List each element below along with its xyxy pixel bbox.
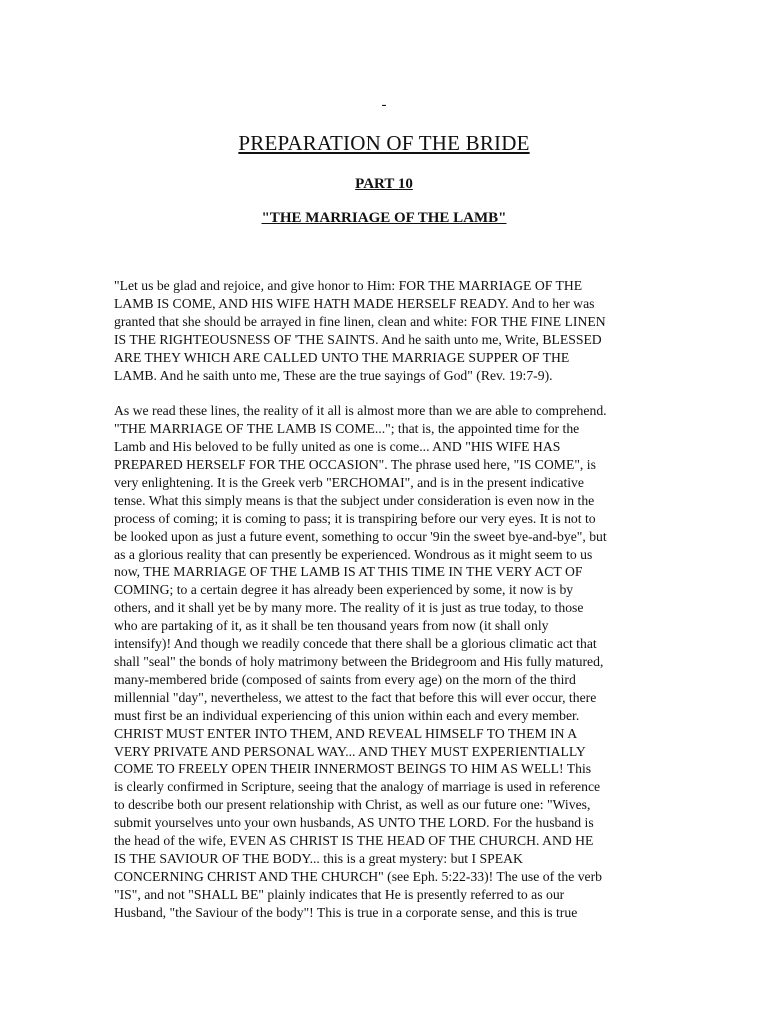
paragraph-scripture-quote: "Let us be glad and rejoice, and give honor to Him: FOR THE MARRIAGE OF THE LAMB IS COME, AND HIS WIFE HATH MADE HERSELF READY. And to her was granted that she should be arrayed in fine linen, clean and white: FOR THE FINE LINEN IS THE RIGHTEOUSNESS OF 'THE SAINTS. And he saith unto me, Write, BLESSED ARE THEY WHICH ARE CALLED UNTO THE MARRIAGE SUPPER OF THE LAMB. And he saith unto me, These are the true sayings of God" (Rev. 19:7-9). <box>114 278 606 383</box>
top-mark: - <box>381 97 387 113</box>
section-subtitle: "THE MARRIAGE OF THE LAMB" <box>261 210 507 226</box>
part-heading: PART 10 <box>355 176 413 192</box>
body-text <box>114 277 674 940</box>
paragraph-commentary: As we read these lines, the reality of it all is almost more than we are able to comprehend. "THE MARRIAGE OF THE LAMB IS COME..."; that is, the appointed time for the Lamb and His beloved to be fully united as one is come... AND "HIS WIFE HAS PREPARED HERSELF FOR THE OCCASION". The phrase used here, "IS COME", is very enlightening. It is the Greek verb "ERCHOMAI", and is in the present indicative tense. What this simply means is that the subject under consideration is even now in the process of coming; it is coming to pass; it is transpiring before our very eyes. It is not to be looked upon as just a future event, something to occur '9in the sweet bye-and-bye", but as a glorious reality that can presently be experienced. Wondrous as it might seem to us now, THE MARRIAGE OF THE LAMB IS AT THIS TIME IN THE VERY ACT OF COMING; to a certain degree it has already been experienced by some, it now is by others, and it shall yet be by many more. The reality of it is just as true today, to those who are partaking of it, as it shall be ten thousand years from now (it shall only intensify)! And though we readily concede that there shall be a glorious climatic act that shall "seal" the bonds of holy matrimony between the Bridegroom and His fully matured, many-membered bride (composed of saints from every age) on the morn of the third millennial "day", nevertheless, we attest to the fact that before this will ever occur, there must first be an individual experiencing of this union within each and every member. CHRIST MUST ENTER INTO THEM, AND REVEAL HIMSELF TO THEM IN A VERY PRIVATE AND PERSONAL WAY... AND THEY MUST EXPERIENTIALLY COME TO FREELY OPEN THEIR INNERMOST BEINGS TO HIM AS WELL! This is clearly confirmed in Scripture, seeing that the analogy of marriage is used in reference to describe both our present relationship with Christ, as well as our future one: "Wives, submit yourselves unto your own husbands, AS UNTO THE LORD. For the husband is the head of the wife, EVEN AS CHRIST IS THE HEAD OF THE CHURCH. AND HE IS THE SAVIOUR OF THE BODY... this is a great mystery: but I SPEAK CONCERNING CHRIST AND THE CHURCH" (see Eph. 5:22-33)! The use of the verb "IS", and not "SHALL BE" plainly indicates that He is presently referred to as our Husband, "the Saviour of the body"! This is true in a corporate sense, and this is true <box>114 403 607 920</box>
page-title: PREPARATION OF THE BRIDE <box>238 131 530 155</box>
